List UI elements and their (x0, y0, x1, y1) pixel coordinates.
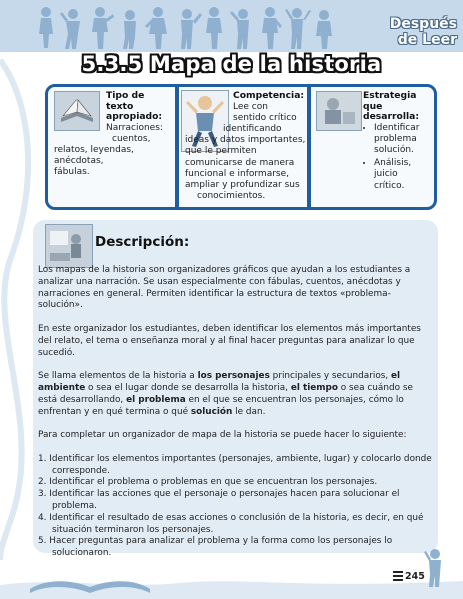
text-run: o sea cuándo se está desarrollando, (38, 382, 413, 405)
step-item: 4. Identificar el resultado de esas acciones o conclusión de la historia, es decir, en qué situación terminaron los personajes. (38, 512, 424, 535)
description-heading: Descripción: (95, 234, 190, 250)
tipo-heading-1: Tipo de texto (106, 90, 145, 112)
competencia-line: Lee con (233, 101, 268, 112)
estrategia-cell (363, 91, 435, 192)
competencia-line: identificando (223, 123, 282, 134)
tipo-texto-cell (54, 91, 172, 179)
bold-term: el ambiente (38, 371, 401, 393)
estrategia-heading-1: Estrategia que (363, 90, 417, 112)
page-number: 245 (405, 571, 425, 582)
step-item: 5. Hacer preguntas para analizar el problema y la forma como los personajes lo solucionaron. (38, 536, 393, 559)
section-tag (390, 16, 457, 48)
estrategia-item-line: crítico. (374, 180, 405, 191)
tipo-heading-2: apropiado: (106, 111, 163, 122)
tipo-line: anécdotas, (54, 156, 104, 167)
paragraph-elements (38, 371, 434, 418)
estrategia-item-line: problema (374, 133, 417, 144)
description-body (38, 265, 434, 560)
competencia-line: conocimientos. (197, 191, 266, 202)
page-title: 5.3.5 Mapa de la historia (81, 52, 382, 76)
section-tag-line2: de Leer (397, 32, 457, 48)
competencia-line: ampliar y profundizar sus (185, 179, 300, 190)
section-tag-line1: Después (389, 16, 457, 32)
tipo-line: fábulas. (54, 167, 90, 178)
classroom-picture-icon (45, 224, 93, 268)
bold-term: los personajes (197, 371, 270, 382)
bold-term: solución (190, 406, 233, 417)
paragraph-steps-intro: Para completar un organizador de mapa de la historia se puede hacer lo siguiente: (38, 430, 407, 441)
competencia-heading: Competencia: (233, 90, 305, 101)
estrategia-item-line: • Análisis, juicio (374, 158, 412, 180)
text-run: Se llama elementos de la historia a (38, 371, 198, 382)
estrategia-item (374, 158, 435, 192)
tipo-line: Narraciones: (106, 122, 163, 133)
competencia-line: que le permiten (185, 146, 257, 157)
bold-term: el tiempo (290, 382, 338, 393)
info-divider-1 (175, 84, 179, 210)
paragraph-intro: Los mapas de la historia son organizadores gráficos que ayudan a los estudiantes a analizar una narración. Se usan especialmente con fábulas, cuentos, anécdotas y narraciones en general. Permiten identificar la estructura de textos «problema-solución». (38, 265, 411, 311)
text-run: en el que se encuentran los personajes, cómo lo enfrentan y en qué termina o qué (38, 394, 404, 417)
text-run: le dan. (232, 406, 266, 417)
competencia-cell (185, 91, 307, 202)
step-item: 1. Identificar los elementos importantes (personajes, ambiente, lugar) y colocarlo donde corresponde. (38, 453, 432, 476)
bold-term: el problema (126, 394, 186, 405)
child-silhouette-icon (424, 548, 446, 588)
estrategia-list (363, 123, 435, 192)
paragraph-organizer: En este organizador los estudiantes, deben identificar los elementos más importantes del relato, el tema o enseñanza moral y al final hacer preguntas para analizar lo que sucedió. (38, 323, 421, 358)
steps-list (38, 454, 434, 560)
tipo-line: cuentos, (112, 133, 151, 144)
estrategia-heading-2: desarrolla: (363, 111, 420, 122)
competencia-line: funcional e informarse, (185, 168, 290, 179)
info-divider-2 (307, 84, 311, 210)
step-item: 3. Identificar las acciones que el personaje o personajes hacen para solucionar el problema. (38, 489, 400, 511)
info-box (45, 84, 437, 210)
tipo-line: relatos, leyendas, (54, 144, 134, 155)
puzzle-picture-icon (316, 91, 362, 131)
page-mark-icon (393, 569, 403, 583)
text-run: principales y secundarios, (269, 371, 392, 382)
competencia-line: comunicarse de manera (185, 157, 295, 168)
step-item: 2. Identificar el problema o problemas en que se encuentran los personajes. (38, 477, 378, 488)
estrategia-item-line: • Identificar (374, 122, 420, 133)
children-silhouettes-decoration (28, 6, 358, 50)
text-run: o sea el lugar donde se desarrolla la historia, (85, 382, 291, 393)
competencia-line: ideas y datos importantes, (185, 135, 306, 146)
estrategia-item (374, 123, 435, 157)
competencia-line: sentido crítico (233, 112, 297, 123)
estrategia-item-line: solución. (374, 144, 414, 155)
